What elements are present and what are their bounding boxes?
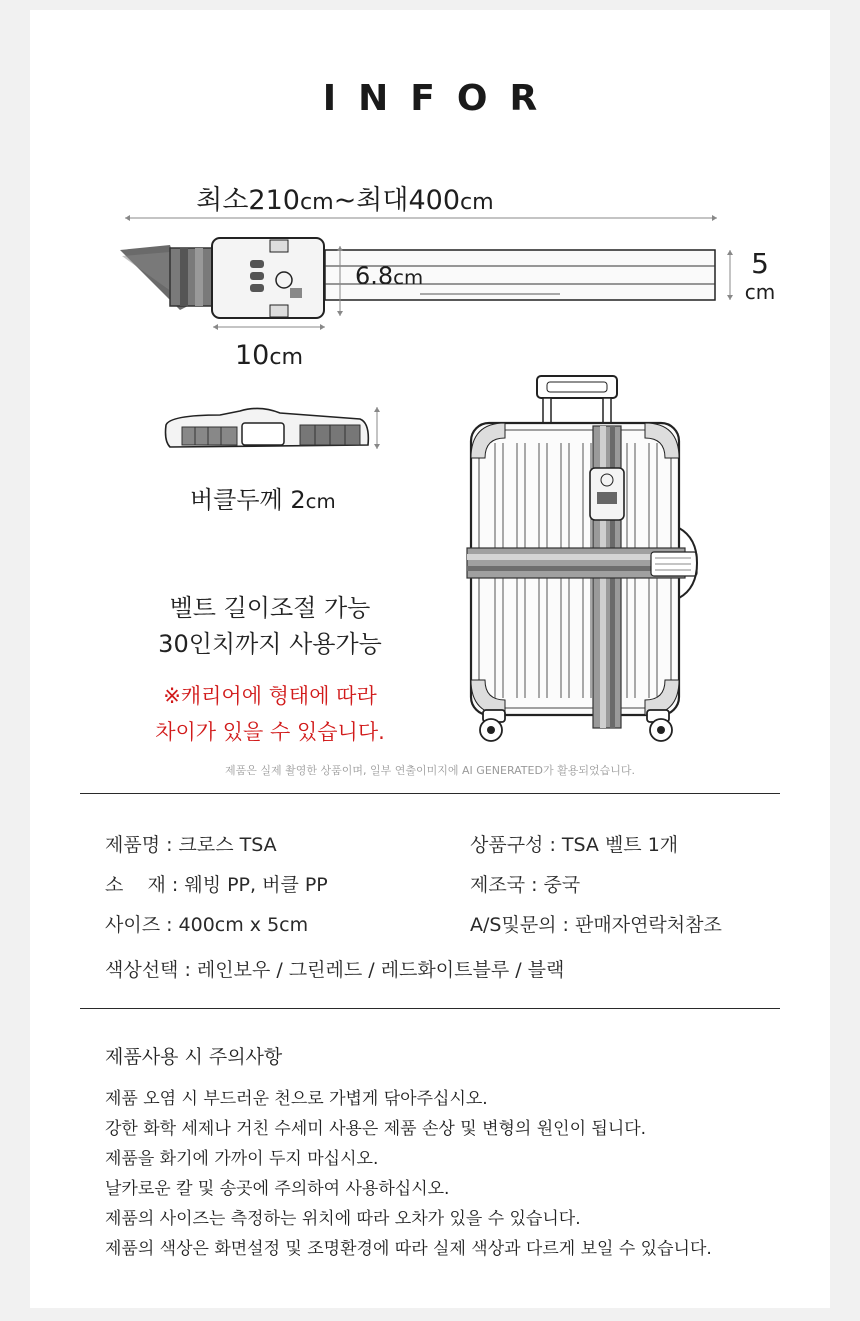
spec-composition: 상품구성 : TSA 벨트 1개: [470, 834, 679, 856]
divider-top: [80, 793, 780, 794]
length-max-text: ~최대400: [333, 185, 461, 216]
buckle-thickness-text: 버클두께 2: [190, 486, 306, 514]
notice-item: 날카로운 칼 및 송곳에 주의하여 사용하십시오.: [105, 1179, 450, 1199]
warning-line-2: 차이가 있을 수 있습니다.: [155, 720, 385, 744]
length-unit-2: cm: [460, 189, 494, 215]
spec-origin: 제조국 : 중국: [470, 874, 581, 896]
length-min-text: 최소210: [196, 185, 300, 216]
warning-line-1: ※캐리어에 형태에 따라: [163, 684, 377, 708]
ai-disclaimer: 제품은 실제 촬영한 상품이며, 일부 연출이미지에 AI GENERATED가 활용되었습니다.: [225, 764, 635, 777]
feature-line-1: 벨트 길이조절 가능: [169, 594, 371, 622]
warning-text: [110, 678, 430, 750]
section-title: INFOR: [322, 78, 560, 119]
spec-as-contact: A/S및문의 : 판매자연락처참조: [470, 914, 722, 936]
belt-width-value: 5: [751, 247, 769, 280]
feature-text: [110, 590, 430, 662]
buckle-height-value: 6.8: [355, 262, 394, 290]
buckle-side-illustration: [160, 405, 400, 465]
notice-item: 제품의 사이즈는 측정하는 위치에 따라 오차가 있을 수 있습니다.: [105, 1209, 581, 1229]
spec-colors: 색상선택 : 레인보우 / 그린레드 / 레드화이트블루 / 블랙: [105, 959, 565, 981]
feature-line-2: 30인치까지 사용가능: [158, 630, 382, 658]
buckle-width-unit: cm: [269, 344, 304, 370]
spec-size: 사이즈 : 400cm x 5cm: [105, 914, 309, 936]
notice-item: 제품 오염 시 부드러운 천으로 가볍게 닦아주십시오.: [105, 1089, 488, 1109]
belt-illustration: [30, 210, 830, 350]
buckle-thickness-unit: cm: [305, 490, 336, 513]
notice-title: 제품사용 시 주의사항: [105, 1046, 283, 1068]
info-card: [30, 10, 830, 1308]
buckle-height-unit: cm: [393, 266, 424, 289]
spec-material: 소 재 : 웨빙 PP, 버클 PP: [105, 874, 328, 896]
belt-width-unit: cm: [744, 280, 776, 304]
suitcase-illustration: [465, 368, 705, 748]
buckle-thickness-label: [190, 480, 336, 515]
buckle-width-label: [235, 340, 303, 371]
belt-width-label: [740, 247, 780, 306]
notice-item: 제품의 색상은 화면설정 및 조명환경에 따라 실제 색상과 다르게 보일 수 있습니다.: [105, 1239, 712, 1259]
notice-item: 강한 화학 세제나 거친 수세미 사용은 제품 손상 및 변형의 원인이 됩니다.: [105, 1119, 647, 1139]
notice-list: [105, 1084, 712, 1264]
length-unit-1: cm: [299, 189, 334, 215]
buckle-height-label: [355, 262, 423, 290]
spec-product-name: 제품명 : 크로스 TSA: [105, 834, 277, 856]
buckle-width-value: 10: [235, 340, 270, 371]
notice-item: 제품을 화기에 가까이 두지 마십시오.: [105, 1149, 379, 1169]
divider-bottom: [80, 1008, 780, 1009]
